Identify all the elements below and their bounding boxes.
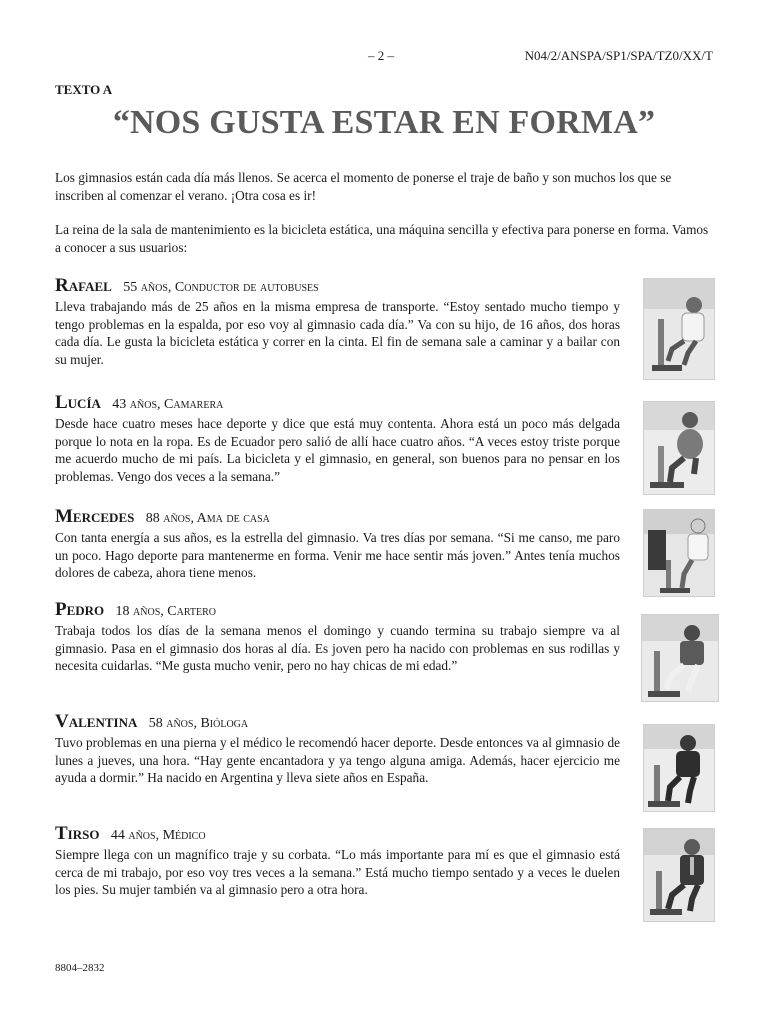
profile-mercedes xyxy=(55,505,715,582)
photo-image xyxy=(642,615,718,701)
profile-pedro xyxy=(55,598,715,675)
profile-name: Rafael xyxy=(55,275,112,296)
article-title: “NOS GUSTA ESTAR EN FORMA” xyxy=(112,104,656,141)
profile-photo xyxy=(643,828,715,922)
profile-lucia xyxy=(55,391,715,485)
photo-image xyxy=(644,510,714,596)
intro-paragraph-1: Los gimnasios están cada día más llenos. Se acerca el momento de ponerse el traje de baño y son muchos los que se inscriben al comenzar el verano. ¡Otra cosa es ir! xyxy=(55,170,672,203)
section-label: TEXTO A xyxy=(55,82,113,97)
photo-image xyxy=(644,402,714,494)
intro-paragraph-2: La reina de la sala de mantenimiento es la bicicleta estática, una máquina sencilla y efectiva para ponerse en forma. Vamos a conocer a sus usuarios: xyxy=(55,222,709,255)
profile-text: Con tanta energía a sus años, es la estrella del gimnasio. Va tres días por semana. “Si me canso, me paro un poco. Hago deporte para mantenerme en forma. Venir me hace sentir más joven.” Antes tenía muchos dolores de cabeza, ahora tiene menos. xyxy=(55,530,620,580)
profile-photo xyxy=(643,724,715,812)
profile-rafael xyxy=(55,274,715,368)
profile-info: 58 años, Bióloga xyxy=(148,716,249,731)
profile-header xyxy=(55,598,715,622)
profile-photo xyxy=(643,401,715,495)
profile-text: Desde hace cuatro meses hace deporte y dice que está muy contenta. Ahora está un poco más delgada porque lo nota en la ropa. Es de Ecuador pero salió de allí hace cuatro años. “A veces estoy triste porque me acuerdo mucho de mi país. La bicicleta y el gimnasio, en general, son buenos para no pensar en los problemas. Vengo dos veces a la semana.” xyxy=(55,416,620,484)
profile-photo xyxy=(643,278,715,380)
profile-header xyxy=(55,391,715,415)
profile-photo xyxy=(643,509,715,597)
page-header xyxy=(0,48,768,66)
profile-text: Lleva trabajando más de 25 años en la misma empresa de transporte. “Estoy sentado mucho tiempo y tengo problemas en la espalda, por eso voy al gimnasio cada día.” Va con su hijo, de 16 años, dos horas cada día. Le gusta la bicicleta estática y correr en la cinta. El fin de semana sale a caminar y a bailar con su mujer. xyxy=(55,299,620,367)
profile-header xyxy=(55,710,715,734)
profile-info: 88 años, Ama de casa xyxy=(145,511,270,526)
profile-info: 44 años, Médico xyxy=(110,828,206,843)
photo-image xyxy=(644,725,714,811)
profile-text: Tuvo problemas en una pierna y el médico le recomendó hacer deporte. Desde entonces va al gimnasio de lunes a jueves, una hora. “Hay gente encantadora y ya tengo alguna amiga. Además, hacer ejercicio me ayuda a dormir.” Ha nacido en Argentina y lleva siete años en España. xyxy=(55,735,620,785)
profile-name: Mercedes xyxy=(55,506,135,527)
profile-name: Valentina xyxy=(55,711,138,732)
profile-text: Siempre llega con un magnífico traje y su corbata. “Lo más importante para mí es que el gimnasio está cerca de mi trabajo, por eso voy tres veces a la semana.” Está mucho tiempo sentado y a veces le duelen los pies. Su mujer también va al gimnasio pero a otra hora. xyxy=(55,847,620,897)
profile-header xyxy=(55,822,715,846)
page-footer: 8804–2832 xyxy=(55,962,105,974)
profile-photo xyxy=(641,614,719,702)
profile-tirso xyxy=(55,822,715,899)
profile-header xyxy=(55,274,715,298)
profile-name: Pedro xyxy=(55,599,105,620)
profile-text: Trabaja todos los días de la semana menos el domingo y cuando termina su trabajo siempre va al gimnasio. Pasa en el gimnasio dos horas al día. Es joven pero ha nacido con problemas en sus rodillas y necesita cuidarlas. “Me gusta mucho venir, pero no hay chicas de mi edad.” xyxy=(55,623,620,673)
profile-info: 18 años, Cartero xyxy=(115,604,217,619)
profile-header xyxy=(55,505,715,529)
profile-info: 55 años, Conductor de autobuses xyxy=(123,280,319,295)
profile-info: 43 años, Camarera xyxy=(112,397,224,412)
photo-image xyxy=(644,279,714,379)
profile-name: Lucía xyxy=(55,392,101,413)
photo-image xyxy=(644,829,714,921)
document-code: N04/2/ANSPA/SP1/SPA/TZ0/XX/T xyxy=(524,48,713,63)
profile-name: Tirso xyxy=(55,823,100,844)
profile-valentina xyxy=(55,710,715,787)
page-number: – 2 – xyxy=(368,48,394,63)
